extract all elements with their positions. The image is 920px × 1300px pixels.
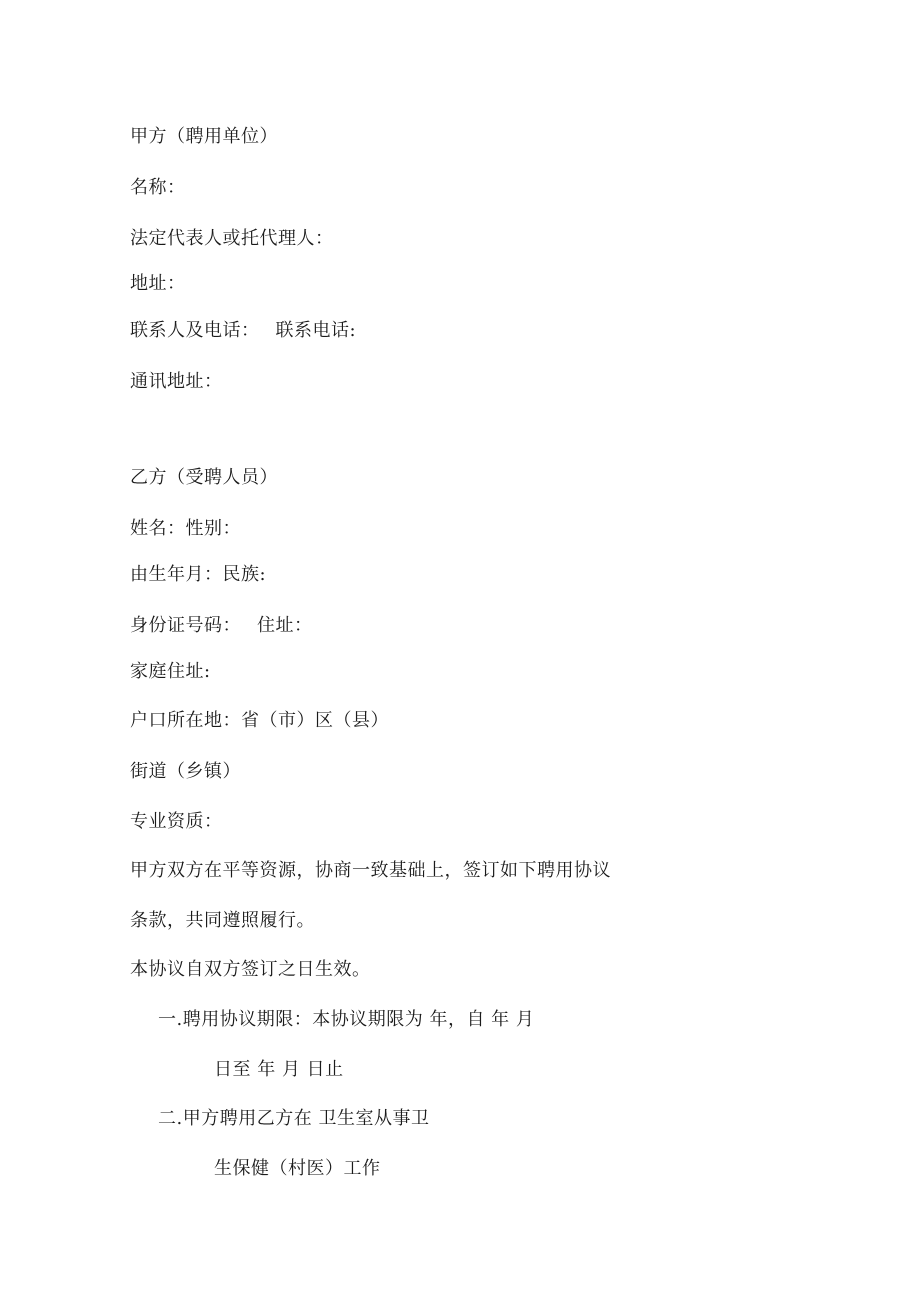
party-b-residence-label: 住址：	[257, 615, 313, 636]
party-b-id-label: 身份证号码：	[130, 615, 241, 636]
party-b-street-label: 街道（乡镇）	[130, 761, 241, 782]
party-b-household-label: 户口所在地：省（市）区（县）	[130, 710, 389, 731]
intro-line-1: 甲方双方在平等资源，协商一致基础上，签订如下聘用协议	[130, 860, 611, 881]
party-a-mailing-address-label: 通讯地址：	[130, 371, 223, 392]
intro-line-2: 条款，共同遵照履行。	[130, 910, 315, 931]
clause-2-line-2: 生保健（村医）工作	[214, 1158, 381, 1179]
effective-statement: 本协议自双方签订之日生效。	[130, 959, 371, 980]
party-b-qualification-label: 专业资质：	[130, 811, 223, 832]
clause-1-line-2: 日至 年 月 日止	[214, 1059, 344, 1080]
party-a-contact-line	[130, 319, 356, 343]
party-a-phone-label: 联系电话:	[275, 320, 357, 341]
party-b-id-line	[130, 614, 313, 638]
party-b-home-address-label: 家庭住址:	[130, 661, 211, 682]
party-a-contact-label: 联系人及电话：	[130, 320, 260, 341]
party-b-heading: 乙方（受聘人员）	[130, 467, 278, 488]
party-b-birth-ethnicity-label: 由生年月：民族:	[130, 564, 267, 585]
party-a-heading: 甲方（聘用单位）	[130, 126, 278, 147]
party-a-representative-label: 法定代表人或托代理人：	[130, 228, 334, 249]
clause-1-line-1: 一.聘用协议期限：本协议期限为 年，自 年 月	[158, 1009, 535, 1030]
clause-2-line-1: 二.甲方聘用乙方在 卫生室从事卫	[158, 1108, 430, 1129]
party-a-name-label: 名称：	[130, 177, 186, 198]
party-a-address-label: 地址：	[130, 273, 186, 294]
party-b-name-gender-label: 姓名：性别：	[130, 518, 241, 539]
